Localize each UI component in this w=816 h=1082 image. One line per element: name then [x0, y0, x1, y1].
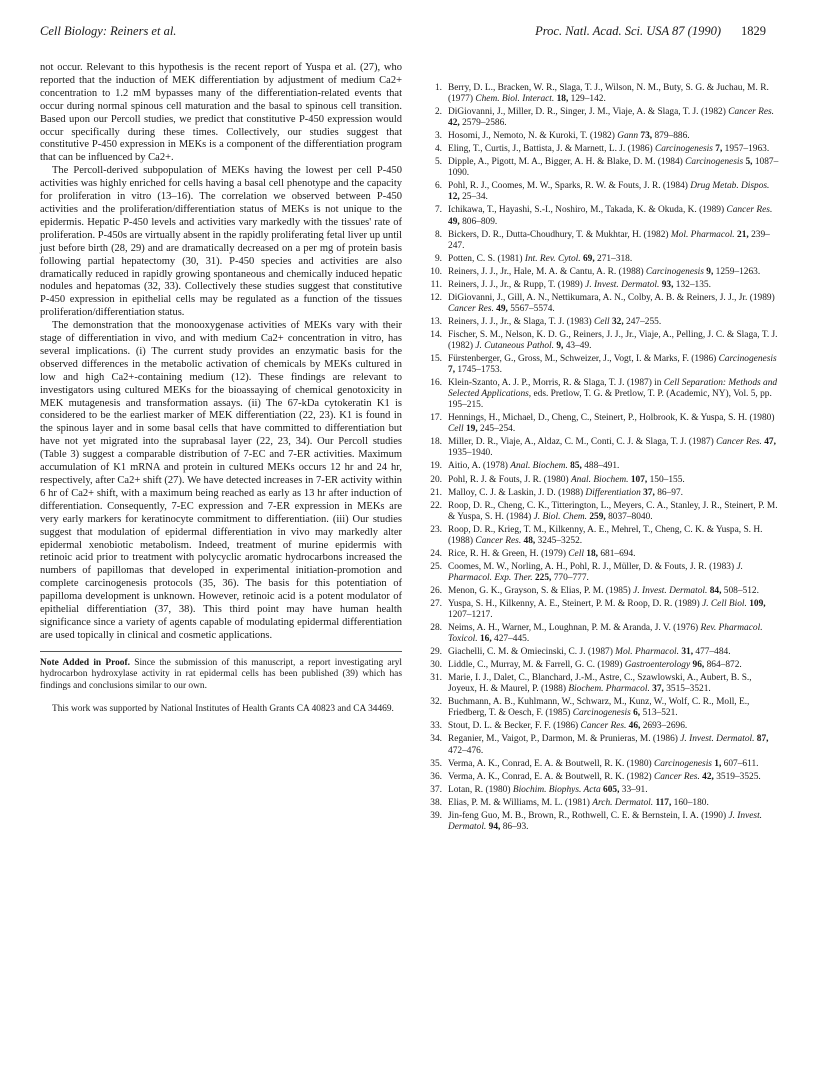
reference-journal: Arch. Dermatol.: [592, 797, 654, 808]
reference-item: [426, 461, 780, 472]
reference-journal: Rev. Pharmacol. Toxicol.: [448, 623, 763, 645]
reference-journal: Gann: [617, 131, 639, 142]
reference-journal: Cell: [594, 316, 610, 327]
reference-volume: 18,: [556, 94, 569, 105]
reference-authors: Ichikawa, T., Hayashi, S.-I., Noshiro, M., Takada, K. & Okuda, K. (1989): [448, 205, 725, 216]
reference-item: [426, 144, 780, 155]
reference-journal: Carcinogenesis: [653, 758, 712, 769]
reference-item: [426, 811, 780, 833]
reference-journal: Int. Rev. Cytol.: [524, 253, 581, 264]
reference-authors: Lotan, R. (1980): [448, 784, 511, 795]
reference-number: 7.: [434, 205, 442, 216]
reference-number: 16.: [430, 378, 442, 389]
body-paragraph: The Percoll-derived subpopulation of MEKs having the lowest per cell P-450 activities was highly enriched for cells having a basal cell phenotype and the capacity for proliferation in vitro (13–16). The correlation we observed between P-450 activities and the proliferation/differentiation status of MEKs is not unique to the epidermis. Hepatic P-450 levels and activities vary markedly with the tissues' rate of proliferation. P-450s are virtually absent in the rapidly proliferating fetal liver up until just before birth (28, 29) and are dramatically decreased on a per mg of protein basis following partial hepatectomy (30, 31). P-450 species and activities are also dramatically reduced in rapidly growing spontaneous and chemically induced hepatic nodules and hepatomas (32, 33). Collectively these studies suggest that constitutive P-450 expression in epithelial cells may be regulated as a function of the tissues proliferation/differentiation status.: [40, 165, 402, 319]
reference-journal: Anal. Biochem.: [570, 474, 629, 485]
reference-volume: 7,: [715, 144, 723, 155]
reference-pages: 2579–2586.: [462, 118, 507, 129]
reference-journal: Carcinogenesis: [718, 354, 777, 365]
reference-item: [426, 759, 780, 770]
reference-number: 17.: [430, 413, 442, 424]
journal-name: Proc. Natl. Acad. Sci. USA 87 (1990): [535, 24, 721, 38]
reference-authors: Aitio, A. (1978): [448, 461, 508, 472]
reference-number: 12.: [430, 292, 442, 303]
reference-number: 24.: [430, 548, 442, 559]
reference-pages: 3519–3525.: [716, 771, 761, 782]
reference-item: [426, 562, 780, 584]
reference-number: 27.: [430, 598, 442, 609]
reference-journal: Cancer Res.: [726, 205, 773, 216]
reference-pages: 806–809.: [462, 216, 498, 227]
reference-item: [426, 697, 780, 719]
reference-volume: 7,: [448, 365, 456, 376]
reference-pages: 247–255.: [626, 316, 662, 327]
reference-number: 38.: [430, 797, 442, 808]
reference-item: [426, 673, 780, 695]
note-text: Since the submission of this manuscript, a report investigating aryl hydrocarbon hydroxylase activity in rat epidermal cells has been published (39) which has findings and conclusions similar to our own.: [40, 657, 402, 691]
reference-journal: Cell Separation: Methods and Selected Applications,: [448, 378, 778, 400]
reference-pages: 5567–5574.: [510, 303, 555, 314]
reference-item: [426, 501, 780, 523]
reference-authors: Berry, D. L., Bracken, W. R., Slaga, T. J., Wilson, N. M., Buty, S. G. & Juchau, M. R. (1977): [448, 83, 769, 105]
reference-volume: 18,: [586, 548, 598, 559]
reference-pages: 1207–1217.: [448, 610, 493, 621]
reference-volume: 16,: [479, 634, 492, 645]
reference-journal: Anal. Biochem.: [510, 461, 568, 472]
reference-volume: 605,: [603, 784, 620, 795]
reference-volume: 109,: [749, 598, 766, 609]
reference-authors: Roop, D. R., Cheng, C. K., Titterington, L., Meyers, C. A., Stanley, J. R., Steinert, P. M. & Yuspa, S. H. (1984): [448, 500, 778, 522]
reference-volume: 37,: [652, 684, 664, 695]
reference-journal: Differentiation: [585, 487, 641, 498]
reference-volume: 12,: [448, 192, 460, 203]
reference-item: [426, 83, 780, 105]
reference-pages: 245–254.: [480, 424, 516, 435]
reference-number: 26.: [430, 585, 442, 596]
reference-pages: 132–135.: [675, 279, 711, 290]
reference-pages: 160–180.: [673, 797, 709, 808]
reference-volume: 9,: [706, 266, 714, 277]
reference-number: 25.: [430, 561, 442, 572]
reference-item: [426, 181, 780, 203]
reference-item: [426, 293, 780, 315]
note-title: Note Added in Proof.: [40, 657, 130, 668]
reference-authors: Klein-Szanto, A. J. P., Morris, R. & Slaga, T. J. (1987) in: [448, 378, 662, 389]
reference-pages: 864–872.: [706, 660, 742, 671]
reference-volume: 87,: [756, 734, 769, 745]
reference-item: [426, 785, 780, 796]
reference-authors: Reganier, M., Vaigot, P., Darmon, M. & Prunieras, M. (1986): [448, 734, 678, 745]
reference-number: 14.: [430, 329, 442, 340]
reference-authors: Giachelli, C. M. & Omiecinski, C. J. (1987): [448, 647, 613, 658]
reference-pages: 3515–3521.: [666, 684, 711, 695]
reference-volume: 69,: [582, 253, 595, 264]
reference-pages: 607–611.: [723, 758, 759, 769]
reference-authors: Buchmann, A. B., Kuhlmann, W., Schwarz, M., Kunz, W., Wolf, C. R., Moll, E., Friedberg, T. & Oesch, F. (1985): [448, 697, 750, 719]
reference-authors: Reiners, J. J., Jr., Hale, M. A. & Cantu, A. R. (1988): [448, 266, 644, 277]
reference-item: [426, 599, 780, 621]
reference-pages: 513–521.: [642, 708, 678, 719]
reference-pages: 508–512.: [723, 585, 759, 596]
reference-journal: J. Cell Biol.: [702, 598, 747, 609]
reference-authors: Reiners, J. J., Jr., & Slaga, T. J. (1983): [448, 316, 592, 327]
reference-authors: Eling, T., Curtis, J., Battista, J. & Marnett, L. J. (1986): [448, 144, 653, 155]
reference-pages: 86–97.: [657, 487, 683, 498]
reference-volume: 49,: [448, 216, 460, 227]
reference-authors: Fischer, S. M., Nelson, K. D. G., Reiners, J. J., Jr., Viaje, A., Pelling, J. C. & Slaga, T. J. (1982): [448, 329, 778, 351]
reference-authors: Reiners, J. J., Jr., & Rupp, T. (1989): [448, 279, 583, 290]
reference-pages: 3245–3252.: [537, 535, 583, 546]
reference-item: [426, 525, 780, 547]
reference-number: 34.: [430, 734, 442, 745]
reference-journal: Cancer Res.: [580, 721, 627, 732]
reference-authors: Neims, A. H., Warner, M., Loughnan, P. M. & Aranda, J. V. (1976): [448, 623, 699, 634]
reference-authors: Menon, G. K., Grayson, S. & Elias, P. M. (1985): [448, 585, 631, 596]
reference-item: [426, 254, 780, 265]
body-column: [40, 62, 402, 715]
reference-item: [426, 378, 780, 411]
reference-pages: 879–886.: [654, 131, 690, 142]
reference-journal: Chem. Biol. Interact.: [475, 94, 555, 105]
reference-pages: 2693–2696.: [642, 721, 688, 732]
reference-volume: 259,: [589, 511, 606, 522]
reference-journal: J. Pharmacol. Exp. Ther.: [448, 561, 743, 583]
reference-authors: Pohl, R. J. & Fouts, J. R. (1980): [448, 474, 569, 485]
reference-pages: 681–694.: [600, 548, 636, 559]
acknowledgment: This work was supported by National Institutes of Health Grants CA 40823 and CA 34469.: [52, 704, 394, 714]
reference-journal: Mol. Pharmacol.: [670, 229, 735, 240]
reference-number: 11.: [430, 279, 442, 290]
reference-number: 36.: [430, 771, 442, 782]
reference-authors: Rice, R. H. & Green, H. (1979): [448, 548, 566, 559]
reference-authors: DiGiovanni, J., Gill, A. N., Nettikumara, A. N., Colby, A. B. & Reiners, J. J., Jr. (1989): [448, 292, 775, 303]
section-author-label: Cell Biology: Reiners et al.: [40, 24, 177, 38]
reference-volume: 85,: [570, 461, 582, 472]
reference-pages: eds. Pretlow, T. G. & Pretlow, T. P. (Academic, NY), Vol. 5, pp. 195–215.: [448, 389, 772, 411]
reference-pages: 1745–1753.: [457, 365, 502, 376]
reference-number: 37.: [430, 784, 442, 795]
reference-number: 22.: [430, 500, 442, 511]
reference-number: 39.: [430, 810, 442, 821]
reference-journal: J. Invest. Dermatol.: [680, 734, 755, 745]
reference-journal: Biochem. Pharmacol.: [568, 684, 650, 695]
reference-authors: Bickers, D. R., Dutta-Choudhury, T. & Mukhtar, H. (1982): [448, 229, 669, 240]
reference-journal: Carcinogenesis: [654, 144, 713, 155]
reference-journal: J. Invest. Dermatol.: [448, 810, 763, 832]
reference-authors: DiGiovanni, J., Miller, D. R., Singer, J. M., Viaje, A. & Slaga, T. J. (1982): [448, 107, 726, 118]
reference-pages: 150–155.: [649, 474, 685, 485]
reference-item: [426, 734, 780, 756]
reference-item: [426, 354, 780, 376]
reference-authors: Hosomi, J., Nemoto, N. & Kuroki, T. (1982): [448, 131, 615, 142]
reference-item: [426, 475, 780, 486]
reference-journal: Mol. Pharmacol.: [615, 647, 679, 658]
reference-authors: Stout, D. L. & Becker, F. F. (1986): [448, 721, 579, 732]
reference-journal: J. Invest. Dermatol.: [585, 279, 660, 290]
reference-item: [426, 317, 780, 328]
reference-volume: 42,: [702, 771, 714, 782]
reference-number: 23.: [430, 524, 442, 535]
reference-pages: 129–142.: [570, 94, 606, 105]
reference-journal: Biochim. Biophys. Acta: [512, 784, 601, 795]
reference-journal: Drug Metab. Dispos.: [690, 181, 770, 192]
reference-number: 32.: [430, 697, 442, 708]
reference-volume: 46,: [628, 721, 641, 732]
reference-authors: Miller, D. R., Viaje, A., Aldaz, C. M., Conti, C. J. & Slaga, T. J. (1987): [448, 437, 714, 448]
reference-volume: 107,: [630, 474, 648, 485]
reference-pages: 271–318.: [597, 253, 633, 264]
reference-volume: 19,: [465, 424, 478, 435]
reference-authors: Coomes, M. W., Norling, A. H., Pohl, R. J., Müller, D. & Fouts, J. R. (1983): [448, 561, 735, 572]
reference-volume: 48,: [523, 535, 536, 546]
reference-item: [426, 437, 780, 459]
reference-pages: 1957–1963.: [724, 144, 770, 155]
reference-number: 15.: [430, 354, 442, 365]
reference-journal: Carcinogenesis: [645, 266, 704, 277]
reference-volume: 47,: [764, 437, 776, 448]
reference-pages: 25–34.: [462, 192, 488, 203]
reference-journal: Cancer Res.: [716, 437, 762, 448]
body-paragraph: The demonstration that the monooxygenase activities of MEKs vary with their stage of differentiation in vivo, and with medium Ca2+ concentration in vitro, has several implications. (i) The current study provides an enzymatic basis for the observed differences in the metabolic activation of chemicals by MEKs cultured in low and high Ca2+-containing medium (12). These findings are relevant to investigators using cultured MEKs for the bioassaying of chemical genotoxicity in MEK mutagenesis and transformation assays. (ii) The 67-kDa cytokeratin K1 is considered to be the earliest marker of MEK differentiation (22, 23). K1 is found in the spinous layer and in some basal cells that have committed to differentiation but have not yet migrated into the suprabasal layer (22, 23, 34). Our Percoll studies (Table 3) suggest a comparable distribution of 7-EC and 7-ER activities. Maximum accumulation of K1 mRNA and protein in cultured MEKs occurs 12 hr and 24 hr, respectively, after Ca2+ shift (27). We have detected increases in 7-ER activity within 6 hr of Ca2+ shift, with a maximum being reached as early as 13 hr after induction of differentiation. Consequently, 7-EC expression and 7-ER expression in MEKs are very early markers for keratinocyte commitment to differentiation. (iii) Our studies suggest that modulation of epidermal differentiation in vivo may markedly alter epidermal xenobiotic metabolism. Indeed, treatment of murine epidermis with retinoic acid prior to treatment with polycyclic aromatic hydrocarbons increased the numbers of papillomas that developed in experimental initiation-promotion and complete carcinogenesis protocols (35, 36). The basis for this potentiation of papilloma development is unknown. However, retinoic acid is a potent modulator of epithelial differentiation (37, 38). This third point may have human health significance since a variety of agents capable of modulating epidermal differentiation are used topically in clinical and cosmetic applications.: [40, 320, 402, 641]
running-header: [40, 24, 766, 42]
page-number: 1829: [741, 24, 766, 38]
reference-journal: Cancer Res.: [448, 303, 494, 314]
reference-authors: Potten, C. S. (1981): [448, 253, 523, 264]
reference-item: [426, 647, 780, 658]
reference-volume: 32,: [611, 316, 624, 327]
reference-journal: J. Cutaneous Pathol.: [475, 340, 554, 351]
reference-item: [426, 230, 780, 252]
reference-item: [426, 586, 780, 597]
reference-authors: Verma, A. K., Conrad, E. A. & Boutwell, R. K. (1982): [448, 771, 652, 782]
reference-volume: 96,: [692, 660, 705, 671]
reference-journal: J. Biol. Chem.: [533, 511, 587, 522]
reference-item: [426, 413, 780, 435]
reference-number: 4.: [434, 144, 442, 155]
reference-journal: Cancer Res.: [653, 771, 700, 782]
reference-number: 5.: [434, 157, 442, 168]
reference-item: [426, 267, 780, 278]
reference-authors: Jin-feng Guo, M. B., Brown, R., Rothwell, C. E. & Bernstein, I. A. (1990): [448, 810, 727, 821]
reference-journal: Cancer Res.: [728, 107, 775, 118]
reference-journal: J. Invest. Dermatol.: [633, 585, 708, 596]
reference-number: 9.: [434, 253, 442, 264]
reference-number: 19.: [430, 461, 442, 472]
reference-pages: 8037–8040.: [608, 511, 653, 522]
reference-pages: 472–476.: [448, 745, 484, 756]
reference-number: 31.: [430, 673, 442, 684]
reference-item: [426, 157, 780, 179]
reference-pages: 770–777.: [553, 572, 589, 583]
reference-authors: Yuspa, S. H., Kilkenny, A. E., Steinert, P. M. & Roop, D. R. (1989): [448, 598, 700, 609]
reference-authors: Pohl, R. J., Coomes, M. W., Sparks, R. W. & Fouts, J. R. (1984): [448, 181, 688, 192]
reference-number: 28.: [430, 623, 442, 634]
journal-citation: [535, 24, 766, 39]
reference-pages: 1259–1263.: [715, 266, 761, 277]
reference-number: 2.: [434, 107, 442, 118]
reference-volume: 93,: [661, 279, 674, 290]
reference-volume: 21,: [737, 229, 749, 240]
reference-authors: Verma, A. K., Conrad, E. A. & Boutwell, R. K. (1980): [448, 758, 652, 769]
reference-item: [426, 798, 780, 809]
reference-pages: 427–445.: [494, 634, 530, 645]
reference-authors: Fürstenberger, G., Gross, M., Schweizer, J., Vogt, I. & Marks, F. (1986): [448, 354, 717, 365]
reference-item: [426, 330, 780, 352]
reference-item: [426, 205, 780, 227]
reference-journal: Carcinogenesis: [685, 157, 744, 168]
reference-number: 35.: [430, 758, 442, 769]
reference-volume: 5,: [745, 157, 753, 168]
reference-volume: 225,: [534, 572, 552, 583]
reference-pages: 43–49.: [565, 340, 592, 351]
reference-authors: Roop, D. R., Krieg, T. M., Kilkenny, A. E., Mehrel, T., Cheng, C. K. & Yuspa, S. H. (1988): [448, 524, 763, 546]
reference-volume: 42,: [448, 118, 460, 129]
reference-number: 18.: [430, 437, 442, 448]
reference-number: 3.: [434, 131, 442, 142]
reference-volume: 84,: [709, 585, 722, 596]
reference-journal: Carcinogenesis: [572, 708, 631, 719]
reference-number: 29.: [430, 647, 442, 658]
reference-item: [426, 623, 780, 645]
reference-volume: 31,: [681, 647, 694, 658]
reference-pages: 33–91.: [621, 784, 648, 795]
reference-authors: Elias, P. M. & Williams, M. L. (1981): [448, 797, 590, 808]
reference-list: [426, 83, 780, 835]
body-paragraph: not occur. Relevant to this hypothesis is the recent report of Yuspa et al. (27), who reported that the induction of MEK differentiation by adjustment of medium Ca2+ concentration to 1.2 mM bypasses many of the differentiation-related events that occur during normal spinous cell maturation and the basal to spinous cell transition. Based upon our Percoll studies, we predict that constitutive P-450 expression would occur specifically during these times. Collectively, our studies suggest that constitutive P-450 expression in MEKs is a component of the differentiation program that can be influenced by Ca2+.: [40, 62, 402, 164]
reference-pages: 86–93.: [502, 821, 529, 832]
reference-item: [426, 107, 780, 129]
reference-number: 21.: [430, 487, 442, 498]
reference-item: [426, 280, 780, 291]
note-added-in-proof: [40, 651, 402, 692]
reference-pages: 1935–1940.: [448, 448, 493, 459]
reference-volume: 49,: [496, 303, 508, 314]
reference-item: [426, 488, 780, 499]
reference-item: [426, 131, 780, 142]
reference-pages: 488–491.: [584, 461, 620, 472]
reference-authors: Liddle, C., Murray, M. & Farrell, G. C. (1989): [448, 660, 623, 671]
reference-item: [426, 549, 780, 560]
reference-number: 1.: [434, 83, 442, 93]
reference-authors: Marie, I. J., Dalet, C., Blanchard, J.-M., Astre, C., Szawlowski, A., Aubert, B. S., Joyeux, H. & Maurel, P. (1988): [448, 673, 752, 695]
reference-item: [426, 721, 780, 732]
reference-journal: Cancer Res.: [475, 535, 522, 546]
reference-pages: 477–484.: [695, 647, 731, 658]
reference-volume: 6,: [633, 708, 641, 719]
reference-number: 20.: [430, 474, 442, 485]
reference-pages: 239–247.: [448, 229, 770, 251]
reference-volume: 1,: [714, 758, 722, 769]
reference-authors: Hennings, H., Michael, D., Cheng, C., Steinert, P., Holbrook, K. & Yuspa, S. H. (1980): [448, 413, 775, 424]
reference-number: 6.: [434, 181, 442, 192]
reference-volume: 73,: [640, 131, 653, 142]
reference-volume: 94,: [488, 821, 501, 832]
reference-journal: Cell: [448, 424, 464, 435]
reference-item: [426, 660, 780, 671]
reference-journal: Cell: [568, 548, 584, 559]
reference-authors: Dipple, A., Pigott, M. A., Bigger, A. H. & Blake, D. M. (1984): [448, 157, 683, 168]
reference-item: [426, 772, 780, 783]
reference-number: 33.: [430, 721, 442, 732]
reference-authors: Malloy, C. J. & Laskin, J. D. (1988): [448, 487, 584, 498]
reference-journal: Gastroenterology: [624, 660, 691, 671]
reference-volume: 117,: [655, 797, 672, 808]
reference-number: 8.: [434, 229, 442, 240]
reference-number: 30.: [430, 660, 442, 671]
reference-number: 10.: [430, 266, 442, 277]
reference-pages: 1087–1090.: [448, 157, 779, 179]
reference-number: 13.: [430, 316, 442, 327]
reference-volume: 37,: [643, 487, 655, 498]
reference-volume: 9,: [556, 340, 564, 351]
